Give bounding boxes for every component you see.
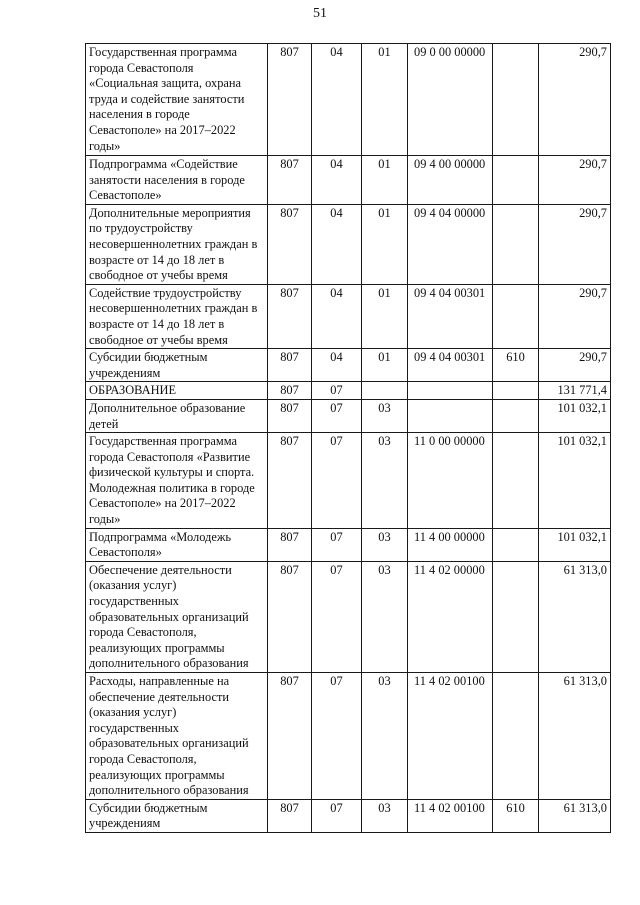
table-row xyxy=(86,673,611,800)
row-rz-cell: 04 xyxy=(312,44,362,156)
row-name-cell: ОБРАЗОВАНИЕ xyxy=(86,382,268,400)
row-csr-cell: 09 4 04 00301 xyxy=(408,284,493,348)
row-csr-cell: 09 0 00 00000 xyxy=(408,44,493,156)
row-vr-cell xyxy=(493,528,539,561)
row-rz-cell: 07 xyxy=(312,561,362,672)
row-sum-cell: 290,7 xyxy=(539,44,611,156)
row-csr-cell: 09 4 00 00000 xyxy=(408,156,493,205)
row-sum-cell: 101 032,1 xyxy=(539,399,611,432)
row-pr-cell: 03 xyxy=(362,433,408,529)
table-row xyxy=(86,528,611,561)
row-ved-cell: 807 xyxy=(268,561,312,672)
row-csr-cell: 11 4 00 00000 xyxy=(408,528,493,561)
row-name-cell: Дополнительное образование детей xyxy=(86,399,268,432)
row-ved-cell: 807 xyxy=(268,799,312,832)
row-name-cell: Субсидии бюджетным учреждениям xyxy=(86,349,268,382)
row-pr-cell: 03 xyxy=(362,799,408,832)
row-pr-cell: 01 xyxy=(362,204,408,284)
table-row xyxy=(86,561,611,672)
row-ved-cell: 807 xyxy=(268,156,312,205)
row-csr-cell: 09 4 04 00000 xyxy=(408,204,493,284)
row-csr-cell xyxy=(408,399,493,432)
row-sum-cell: 131 771,4 xyxy=(539,382,611,400)
row-pr-cell: 03 xyxy=(362,399,408,432)
row-rz-cell: 04 xyxy=(312,284,362,348)
row-name-cell: Государственная программа города Севастополя «Социальная защита, охрана труда и содействие занятости населения в городе Севастополе» на 2017–2022 годы» xyxy=(86,44,268,156)
row-vr-cell xyxy=(493,382,539,400)
budget-table xyxy=(85,43,611,833)
row-ved-cell: 807 xyxy=(268,528,312,561)
table-row xyxy=(86,433,611,529)
row-sum-cell: 290,7 xyxy=(539,349,611,382)
row-vr-cell xyxy=(493,44,539,156)
row-vr-cell xyxy=(493,673,539,800)
row-ved-cell: 807 xyxy=(268,204,312,284)
row-vr-cell xyxy=(493,156,539,205)
row-pr-cell: 03 xyxy=(362,528,408,561)
row-csr-cell xyxy=(408,382,493,400)
row-rz-cell: 07 xyxy=(312,528,362,561)
row-ved-cell: 807 xyxy=(268,673,312,800)
row-vr-cell xyxy=(493,433,539,529)
row-name-cell: Подпрограмма «Молодежь Севастополя» xyxy=(86,528,268,561)
row-csr-cell: 11 4 02 00100 xyxy=(408,673,493,800)
row-rz-cell: 04 xyxy=(312,156,362,205)
row-sum-cell: 290,7 xyxy=(539,284,611,348)
table-row xyxy=(86,156,611,205)
table-row xyxy=(86,799,611,832)
row-name-cell: Субсидии бюджетным учреждениям xyxy=(86,799,268,832)
row-rz-cell: 07 xyxy=(312,799,362,832)
row-vr-cell xyxy=(493,204,539,284)
table-row xyxy=(86,349,611,382)
row-ved-cell: 807 xyxy=(268,382,312,400)
row-csr-cell: 11 0 00 00000 xyxy=(408,433,493,529)
row-pr-cell: 01 xyxy=(362,284,408,348)
row-pr-cell xyxy=(362,382,408,400)
row-pr-cell: 01 xyxy=(362,44,408,156)
row-csr-cell: 09 4 04 00301 xyxy=(408,349,493,382)
row-rz-cell: 07 xyxy=(312,433,362,529)
row-name-cell: Подпрограмма «Содействие занятости населения в городе Севастополе» xyxy=(86,156,268,205)
row-vr-cell xyxy=(493,561,539,672)
row-rz-cell: 07 xyxy=(312,382,362,400)
row-sum-cell: 61 313,0 xyxy=(539,561,611,672)
table-row xyxy=(86,284,611,348)
table-row xyxy=(86,399,611,432)
row-csr-cell: 11 4 02 00000 xyxy=(408,561,493,672)
row-name-cell: Расходы, направленные на обеспечение деятельности (оказания услуг) государственных образовательных организаций города Севастополя, реализующих программы дополнительного образования xyxy=(86,673,268,800)
row-rz-cell: 07 xyxy=(312,673,362,800)
row-vr-cell: 610 xyxy=(493,799,539,832)
row-name-cell: Дополнительные мероприятия по трудоустройству несовершеннолетних граждан в возрасте от 14 до 18 лет в свободное от учебы время xyxy=(86,204,268,284)
row-sum-cell: 61 313,0 xyxy=(539,799,611,832)
table-row xyxy=(86,44,611,156)
row-rz-cell: 04 xyxy=(312,349,362,382)
row-name-cell: Государственная программа города Севастополя «Развитие физической культуры и спорта. Молодежная политика в городе Севастополе» на 2017–2022 годы» xyxy=(86,433,268,529)
row-vr-cell: 610 xyxy=(493,349,539,382)
row-name-cell: Обеспечение деятельности (оказания услуг) государственных образовательных организаций города Севастополя, реализующих программы дополнительного образования xyxy=(86,561,268,672)
row-pr-cell: 01 xyxy=(362,349,408,382)
row-vr-cell xyxy=(493,284,539,348)
row-sum-cell: 101 032,1 xyxy=(539,433,611,529)
row-pr-cell: 01 xyxy=(362,156,408,205)
row-ved-cell: 807 xyxy=(268,433,312,529)
row-pr-cell: 03 xyxy=(362,673,408,800)
row-sum-cell: 61 313,0 xyxy=(539,673,611,800)
table-body xyxy=(86,44,611,833)
row-sum-cell: 290,7 xyxy=(539,156,611,205)
table-row xyxy=(86,382,611,400)
row-rz-cell: 04 xyxy=(312,204,362,284)
row-pr-cell: 03 xyxy=(362,561,408,672)
row-ved-cell: 807 xyxy=(268,284,312,348)
page-number: 51 xyxy=(313,6,327,21)
row-csr-cell: 11 4 02 00100 xyxy=(408,799,493,832)
row-ved-cell: 807 xyxy=(268,399,312,432)
row-sum-cell: 101 032,1 xyxy=(539,528,611,561)
row-ved-cell: 807 xyxy=(268,349,312,382)
row-vr-cell xyxy=(493,399,539,432)
row-ved-cell: 807 xyxy=(268,44,312,156)
row-rz-cell: 07 xyxy=(312,399,362,432)
row-sum-cell: 290,7 xyxy=(539,204,611,284)
table-row xyxy=(86,204,611,284)
row-name-cell: Содействие трудоустройству несовершеннолетних граждан в возрасте от 14 до 18 лет в свободное от учебы время xyxy=(86,284,268,348)
